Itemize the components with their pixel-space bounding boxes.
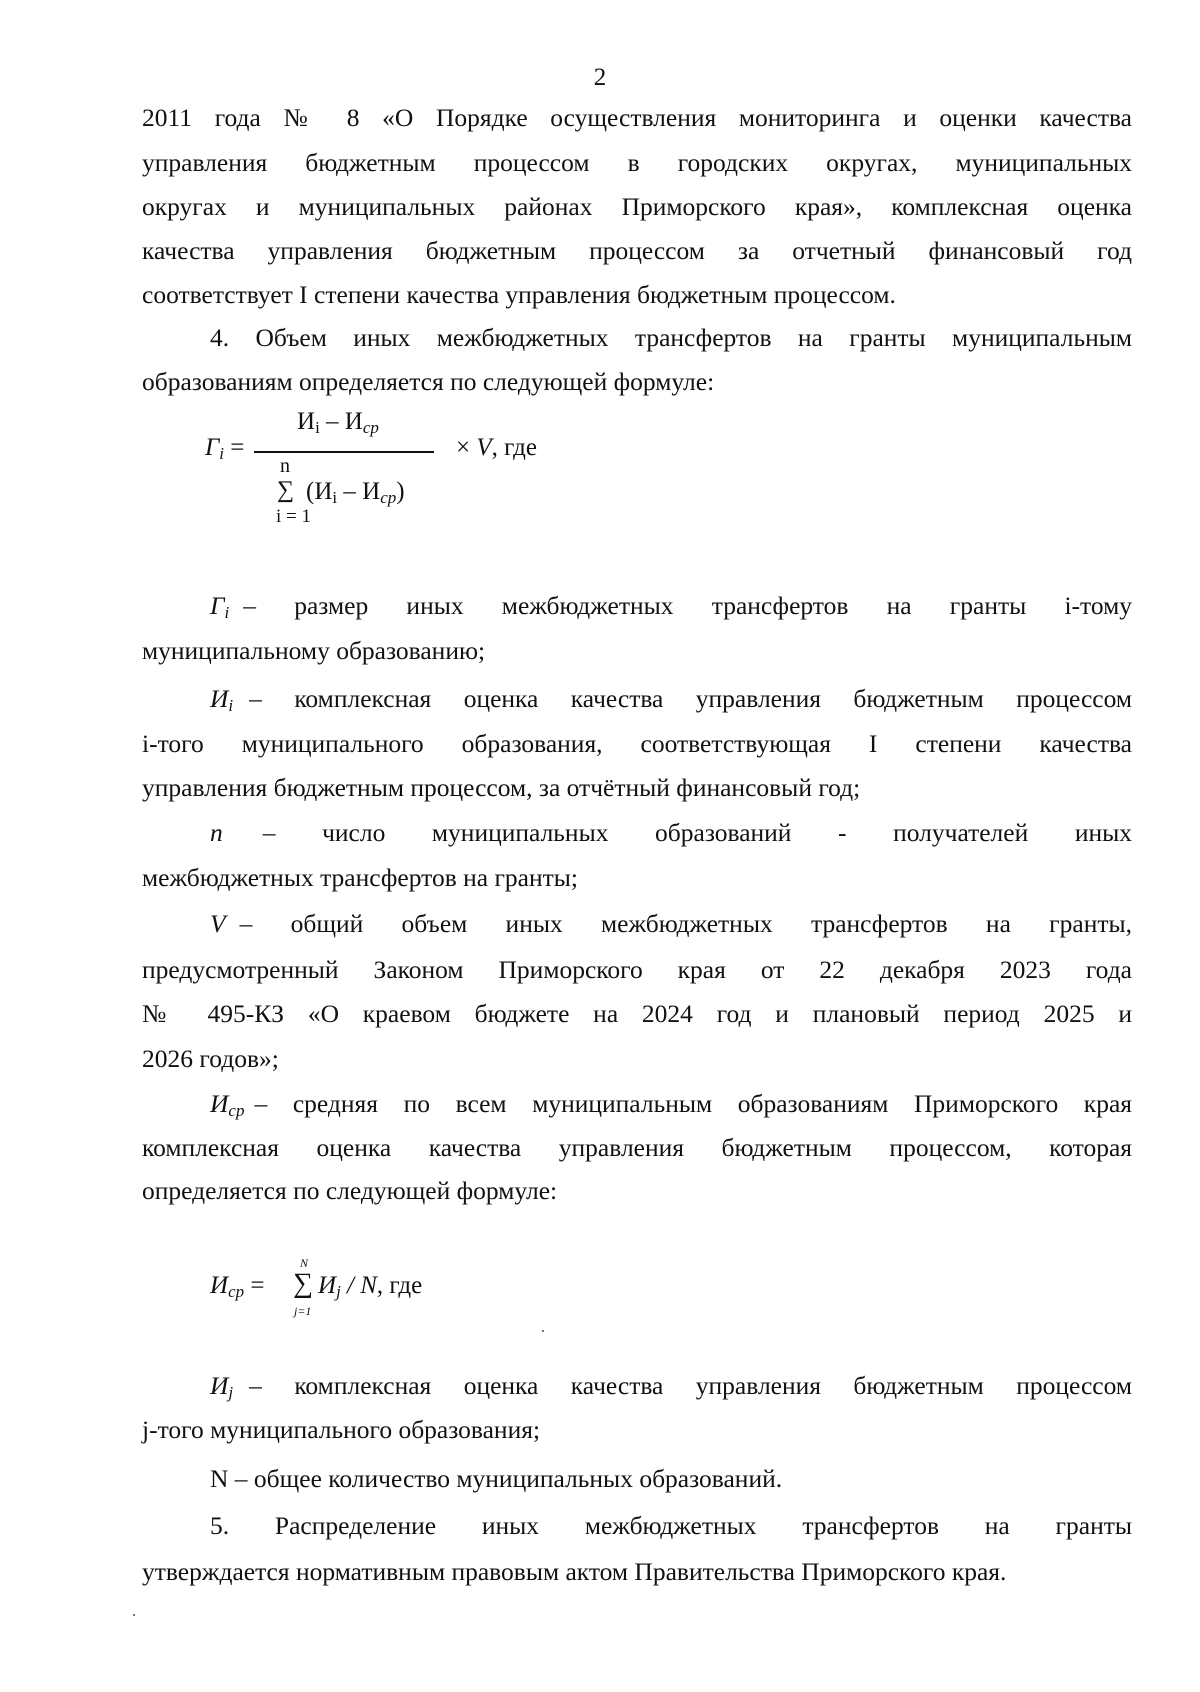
formula1-den-minus: – xyxy=(343,478,356,505)
def-ii-line-2: i-того муниципального образования, соответствующая I степени качества xyxy=(142,729,1132,758)
def-gi-symbol: Г xyxy=(210,591,225,620)
formula2-where: , где xyxy=(376,1272,423,1299)
formula2-sum-top: N xyxy=(300,1256,309,1270)
intro-line-3: округах и муниципальных районах Приморского края», комплексная оценка xyxy=(142,192,1132,221)
scan-speck xyxy=(542,1330,544,1332)
def-icp-symbol: И xyxy=(210,1089,229,1118)
def-gi-line-1 xyxy=(210,589,1132,623)
formula1-den-close: ) xyxy=(396,478,405,505)
def-ij-text: – комплексная оценка качества управления бюджетным процессом xyxy=(249,1371,1132,1400)
def-ij-line-1 xyxy=(210,1369,1132,1403)
def-icp-line-3: определяется по следующей формуле: xyxy=(142,1176,558,1205)
formula1-num-b: И xyxy=(344,408,363,435)
def-icp-line-2: комплексная оценка качества управления бюджетным процессом, которая xyxy=(142,1133,1132,1162)
def-ii-line-1 xyxy=(210,682,1132,716)
formula1-sum-sign: ∑ xyxy=(277,477,295,503)
formula1-fraction-bar xyxy=(254,451,434,453)
formula1-num-a: И xyxy=(297,408,316,435)
def-gi-line-2: муниципальному образованию; xyxy=(142,636,486,665)
def-N-line-1: N – общее количество муниципальных образований. xyxy=(210,1464,783,1493)
def-icp-sub: ср xyxy=(228,1101,245,1120)
p4-line-1: 4. Объем иных межбюджетных трансфертов на гранты муниципальным xyxy=(210,323,1132,352)
def-icp-line-1 xyxy=(210,1087,1132,1121)
formula1-num-b-sub: ср xyxy=(362,418,379,437)
formula1-den-sub-cp: ср xyxy=(380,488,397,507)
intro-line-5: соответствует I степени качества управления бюджетным процессом. xyxy=(142,280,896,309)
def-v-line-1 xyxy=(210,907,1132,941)
formula1-lhs: Г xyxy=(205,434,220,461)
def-n-symbol: n xyxy=(210,818,223,847)
def-v-text: – общий объем иных межбюджетных трансфертов на гранты, xyxy=(239,909,1132,938)
def-ii-symbol: И xyxy=(210,684,229,713)
def-v-symbol: V xyxy=(210,909,226,938)
formula1-den-b: И xyxy=(362,478,381,505)
formula1-num-minus: – xyxy=(326,408,339,435)
def-ii-line-3: управления бюджетным процессом, за отчётный финансовый год; xyxy=(142,773,861,802)
def-ii-sub: i xyxy=(228,696,234,715)
def-v-line-4: 2026 годов»; xyxy=(142,1044,279,1073)
page-number: 2 xyxy=(593,64,607,91)
def-ij-sub: j xyxy=(228,1383,234,1402)
formula2-div: / N xyxy=(347,1272,377,1299)
formula2-lhs: И xyxy=(210,1272,229,1299)
formula1-num-a-sub: i xyxy=(315,418,320,437)
intro-line-1: 2011 года № 8 «О Порядке осуществления мониторинга и оценки качества xyxy=(142,103,1132,132)
intro-line-4: качества управления бюджетным процессом за отчетный финансовый год xyxy=(142,236,1132,265)
def-ij-symbol: И xyxy=(210,1371,229,1400)
def-v-line-2: предусмотренный Законом Приморского края от 22 декабря 2023 года xyxy=(142,955,1132,984)
scan-speck xyxy=(133,1614,135,1616)
formula1-sum-bottom: i = 1 xyxy=(276,506,311,527)
formula1-den-open: (И xyxy=(306,478,333,505)
def-icp-text: – средняя по всем муниципальным образованиям Приморского края xyxy=(254,1089,1132,1118)
formula2-term-sub: j xyxy=(336,1282,341,1301)
formula2-eq: = xyxy=(250,1272,265,1299)
formula2-sum-sign: ∑ xyxy=(293,1268,313,1299)
p4-line-2: образованиям определяется по следующей формуле: xyxy=(142,367,715,396)
p5-line-2: утверждается нормативным правовым актом Правительства Приморского края. xyxy=(142,1557,1007,1586)
def-n-line-2: межбюджетных трансфертов на гранты; xyxy=(142,863,578,892)
formula1-where: , где xyxy=(491,434,537,461)
formula1-sum-top: n xyxy=(280,455,290,477)
def-n-line-1 xyxy=(210,816,1132,850)
def-ii-text: – комплексная оценка качества управления бюджетным процессом xyxy=(249,684,1132,713)
formula2-lhs-sub: ср xyxy=(228,1282,245,1301)
formula1-lhs-sub: i xyxy=(219,444,224,463)
formula1-den-sub-i: i xyxy=(332,488,338,507)
def-n-text: – число муниципальных образований - получателей иных xyxy=(262,818,1132,847)
intro-line-2: управления бюджетным процессом в городских округах, муниципальных xyxy=(142,148,1132,177)
formula2-sum-bottom: j=1 xyxy=(294,1304,312,1318)
formula1-v: V xyxy=(476,434,492,461)
def-gi-sub: i xyxy=(224,603,230,622)
def-gi-text: – размер иных межбюджетных трансфертов на гранты i-тому xyxy=(243,591,1132,620)
formula1-times: × xyxy=(456,434,471,461)
formula1-eq: = xyxy=(230,434,245,461)
formula2-term: И xyxy=(318,1272,337,1299)
def-ij-line-2: j-того муниципального образования; xyxy=(142,1415,541,1444)
p5-line-1: 5. Распределение иных межбюджетных трансфертов на гранты xyxy=(210,1511,1132,1540)
def-v-line-3: № 495-КЗ «О краевом бюджете на 2024 год и плановый период 2025 и xyxy=(142,999,1132,1028)
